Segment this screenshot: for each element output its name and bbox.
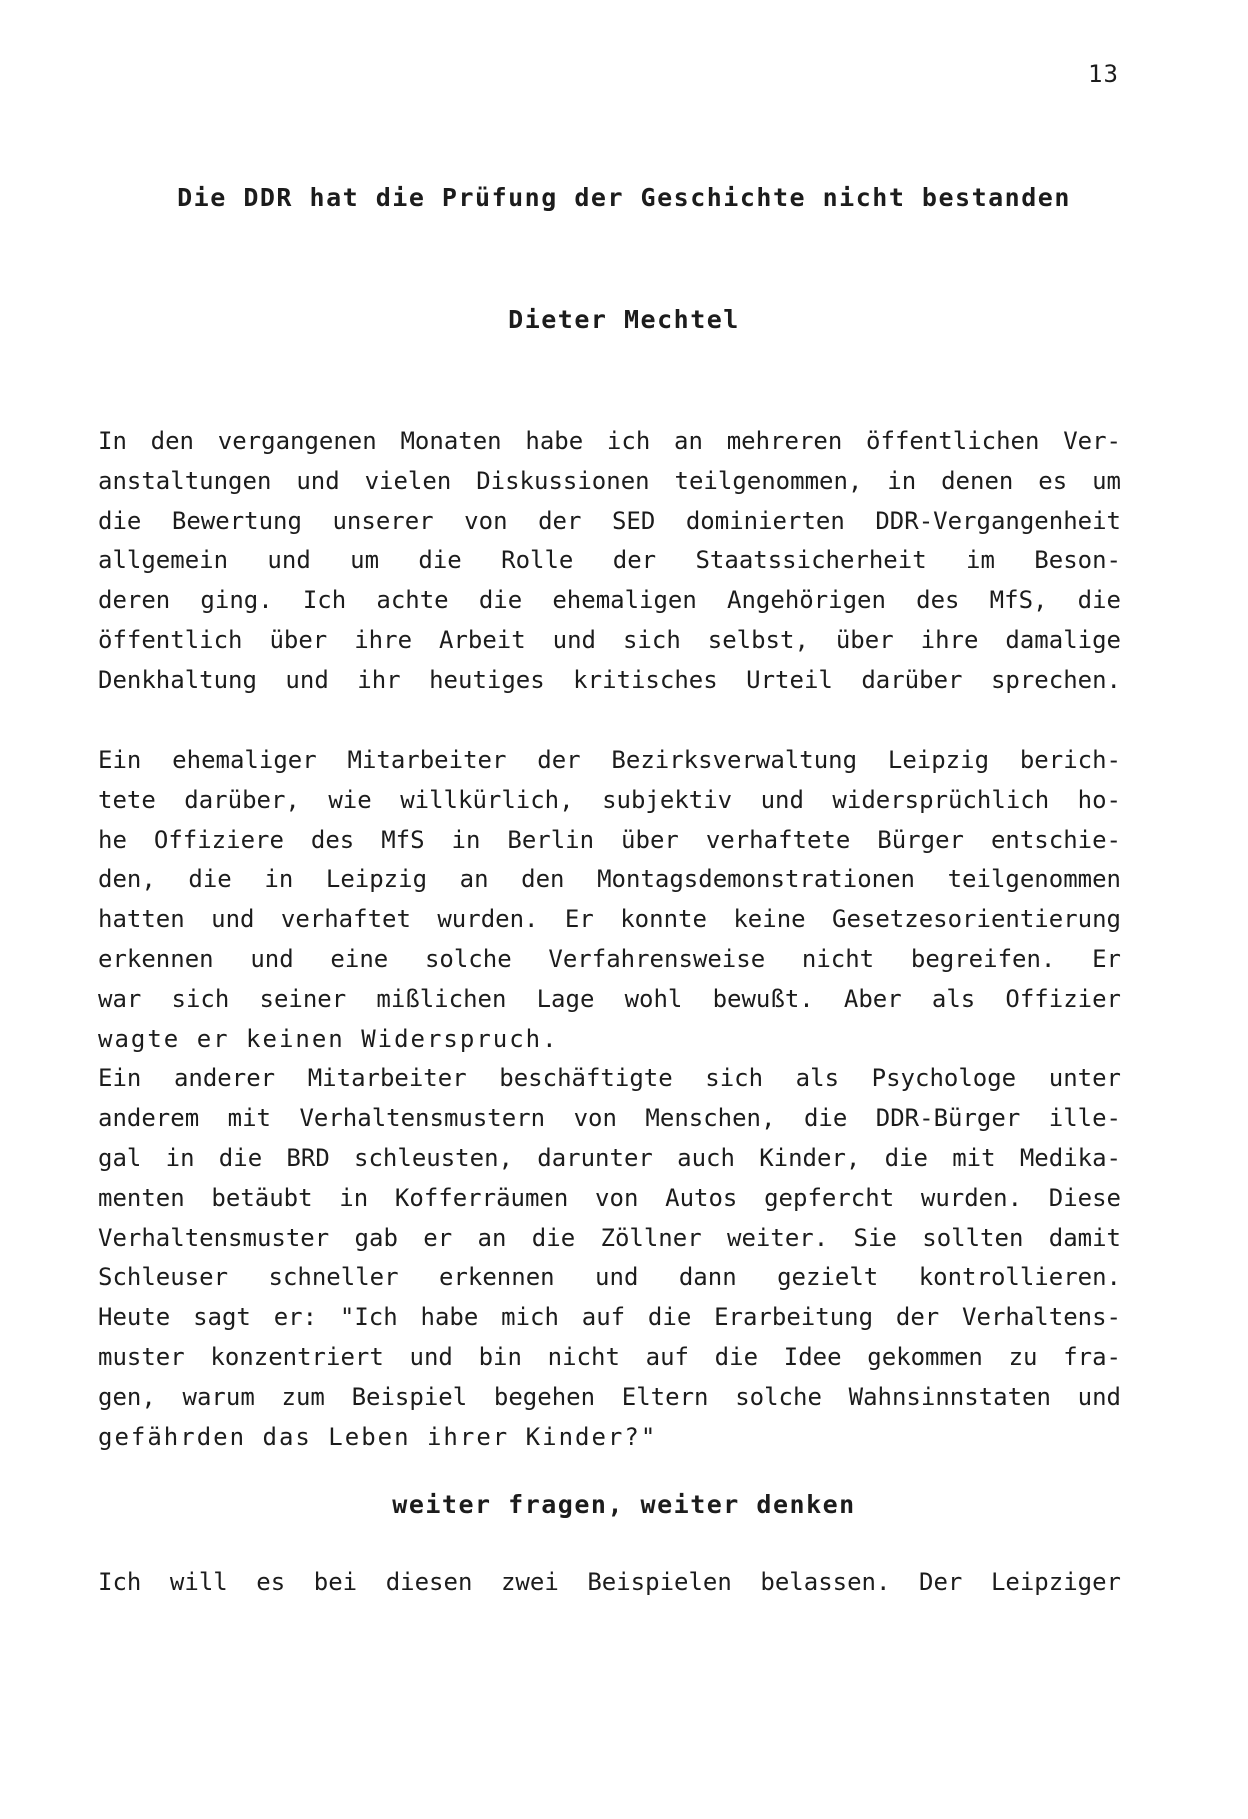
text-line: anstaltungen und vielen Diskussionen teilgenommen, in denen es um (98, 466, 1121, 495)
text-line: menten betäubt in Kofferräumen von Autos gepfercht wurden. Diese (98, 1183, 1121, 1212)
text-line: war sich seiner mißlichen Lage wohl bewußt. Aber als Offizier (98, 984, 1121, 1013)
text-line: öffentlich über ihre Arbeit und sich selbst, über ihre damalige (98, 625, 1121, 654)
document-title: Die DDR hat die Prüfung der Geschichte nicht bestanden (177, 183, 1071, 212)
text-line: muster konzentriert und bin nicht auf die Idee gekommen zu fra- (98, 1342, 1121, 1371)
text-line: gen, warum zum Beispiel begehen Eltern solche Wahnsinnstaten und (98, 1382, 1121, 1411)
text-line: Schleuser schneller erkennen und dann gezielt kontrollieren. (98, 1263, 1121, 1292)
paragraph-2 (98, 741, 1121, 1457)
text-line: allgemein und um die Rolle der Staatssicherheit im Beson- (98, 546, 1121, 575)
text-line: den, die in Leipzig an den Montagsdemonstrationen teilgenommen (98, 865, 1121, 894)
text-line: hatten und verhaftet wurden. Er konnte keine Gesetzesorientierung (98, 905, 1121, 934)
paragraph-1 (98, 422, 1121, 701)
text-line: wagte er keinen Widerspruch. (98, 1024, 559, 1053)
page-number: 13 (1088, 60, 1119, 88)
text-line: Heute sagt er: "Ich habe mich auf die Erarbeitung der Verhaltens- (98, 1303, 1121, 1332)
text-line: Ein anderer Mitarbeiter beschäftigte sich als Psychologe unter (98, 1064, 1121, 1093)
text-line: gal in die BRD schleusten, darunter auch Kinder, die mit Medika- (98, 1143, 1121, 1172)
paragraph-3 (98, 1563, 1121, 1603)
text-line: Ein ehemaliger Mitarbeiter der Bezirksverwaltung Leipzig berich- (98, 746, 1121, 774)
text-line: he Offiziere des MfS in Berlin über verhaftete Bürger entschie- (98, 825, 1121, 854)
text-line: erkennen und eine solche Verfahrensweise nicht begreifen. Er (98, 944, 1121, 973)
text-line: In den vergangenen Monaten habe ich an mehreren öffentlichen Ver- (98, 427, 1121, 455)
text-line: gefährden das Leben ihrer Kinder?" (98, 1422, 658, 1451)
text-line: anderem mit Verhaltensmustern von Menschen, die DDR-Bürger ille- (98, 1104, 1121, 1133)
author-name: Dieter Mechtel (508, 305, 740, 334)
text-line: Denkhaltung und ihr heutiges kritisches Urteil darüber sprechen. (98, 665, 1121, 694)
section-subheading: weiter fragen, weiter denken (392, 1490, 856, 1519)
text-line: tete darüber, wie willkürlich, subjektiv und widersprüchlich ho- (98, 785, 1121, 814)
text-line: die Bewertung unserer von der SED dominierten DDR-Vergangenheit (98, 506, 1121, 535)
text-line: Verhaltensmuster gab er an die Zöllner weiter. Sie sollten damit (98, 1223, 1121, 1252)
text-line: Ich will es bei diesen zwei Beispielen belassen. Der Leipziger (98, 1568, 1121, 1596)
text-line: deren ging. Ich achte die ehemaligen Angehörigen des MfS, die (98, 586, 1121, 615)
